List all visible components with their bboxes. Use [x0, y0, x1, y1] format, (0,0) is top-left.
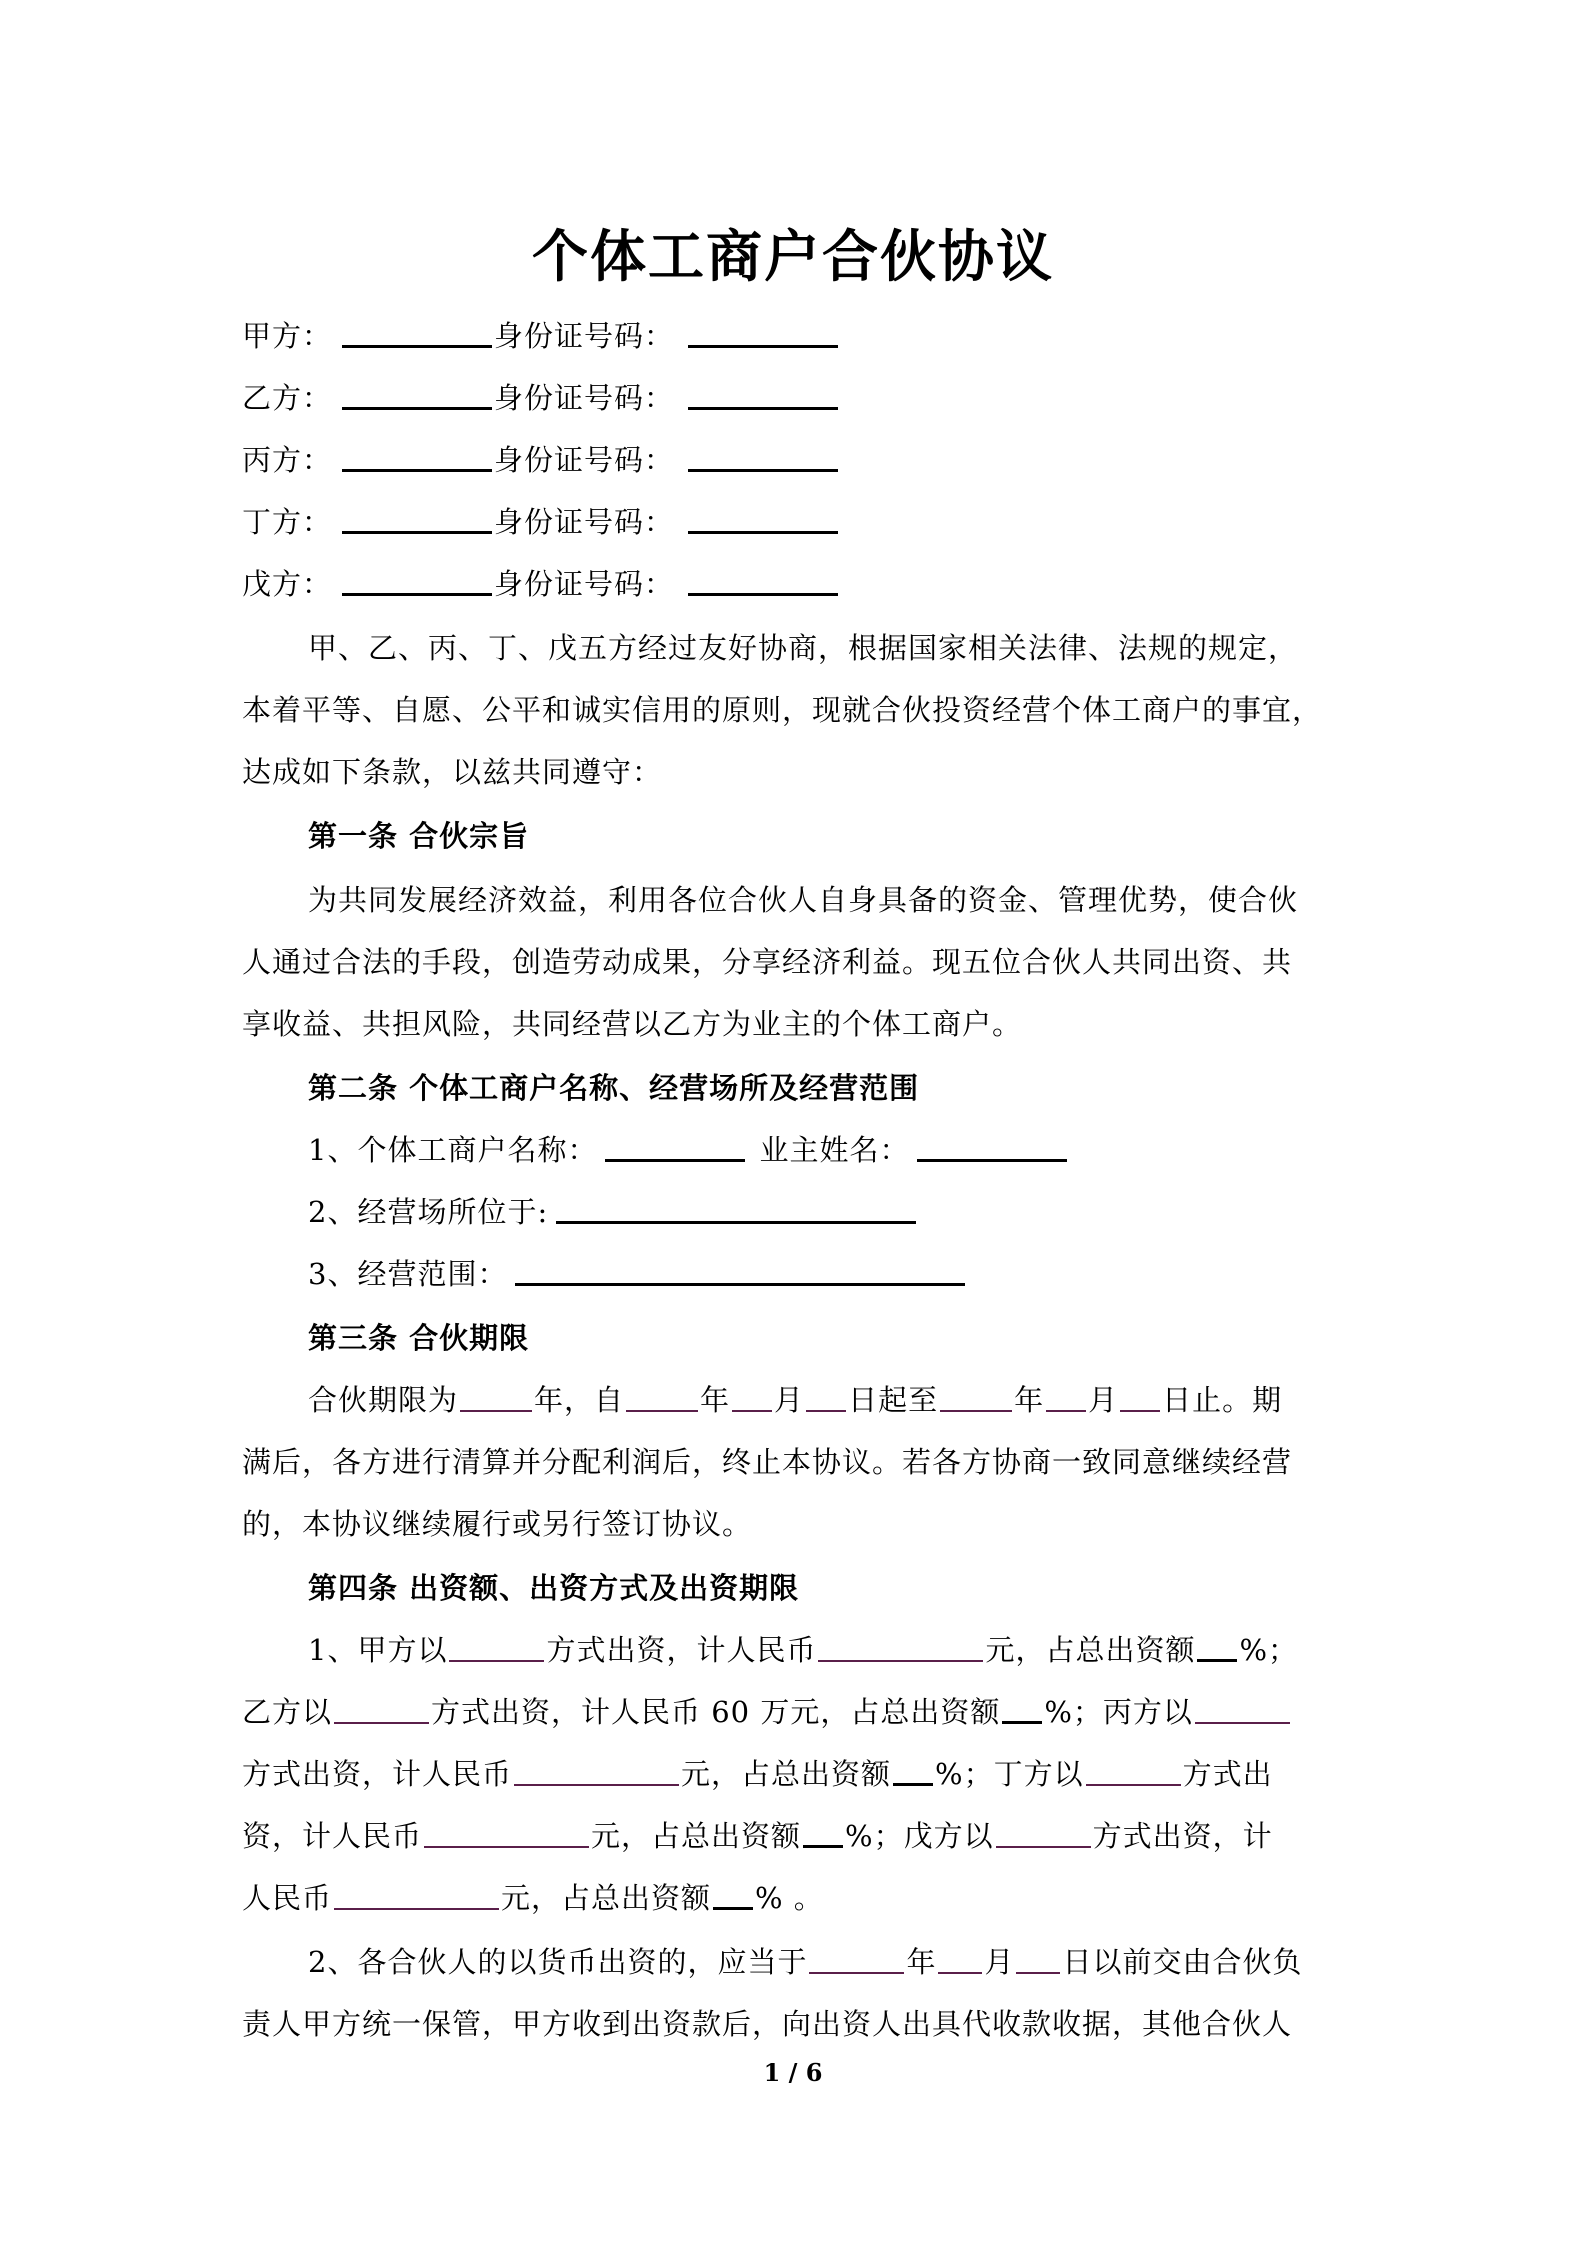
id-number-field[interactable] [688, 344, 838, 348]
term-text: 年 [1014, 1383, 1045, 1417]
id-label: 身份证号码： [494, 567, 675, 601]
payment-text: 日以前交由合伙负 [1062, 1945, 1303, 1979]
id-label: 身份证号码： [494, 381, 675, 415]
party-row-wu [242, 564, 1357, 604]
article-1-heading: 第一条 合伙宗旨 [308, 819, 530, 853]
jia-method-field[interactable] [449, 1659, 544, 1662]
payment-text: 2、各合伙人的以货币出资的，应当于 [308, 1945, 808, 1979]
contribution-row [242, 1630, 1423, 1670]
start-month-field[interactable] [732, 1409, 772, 1412]
contribution-text: % 。 [755, 1881, 824, 1915]
party-name-field[interactable] [342, 468, 492, 472]
contribution-text: 乙方以 [242, 1695, 333, 1729]
payment-day-field[interactable] [1016, 1971, 1060, 1974]
wu-amount-field[interactable] [334, 1907, 499, 1910]
id-label: 身份证号码： [494, 505, 675, 539]
id-label: 身份证号码： [494, 443, 675, 477]
contribution-text: 资，计人民币 [242, 1819, 423, 1853]
jia-percent-field[interactable] [1197, 1658, 1237, 1662]
contribution-row [242, 1754, 1357, 1794]
term-text: 年 [700, 1383, 731, 1417]
term-text: 合伙期限为 [308, 1383, 459, 1417]
start-day-field[interactable] [806, 1409, 846, 1412]
business-scope-label: 3、经营范围： [308, 1257, 508, 1291]
id-number-field[interactable] [688, 592, 838, 596]
term-text: 月 [774, 1383, 805, 1417]
contribution-text: 方式出资，计人民币 [546, 1633, 817, 1667]
ding-amount-field[interactable] [424, 1845, 589, 1848]
contribution-text: 元，占总出资额 [985, 1633, 1196, 1667]
contribution-text: 元，占总出资额 [591, 1819, 802, 1853]
contribution-text: %；丙方以 [1044, 1695, 1193, 1729]
business-scope-field[interactable] [515, 1282, 965, 1286]
contribution-text: %；丁方以 [935, 1757, 1084, 1791]
business-location-label: 2、经营场所位于: [308, 1195, 549, 1229]
article-1-line: 人通过合法的手段，创造劳动成果，分享经济利益。现五位合伙人共同出资、共 [242, 945, 1293, 979]
party-name-field[interactable] [342, 344, 492, 348]
id-number-field[interactable] [688, 530, 838, 534]
payment-month-field[interactable] [938, 1971, 982, 1974]
payment-year-field[interactable] [809, 1971, 904, 1974]
party-name-field[interactable] [342, 530, 492, 534]
contribution-text: 1、甲方以 [308, 1633, 448, 1667]
contribution-row [242, 1692, 1357, 1732]
party-label: 丙方： [242, 443, 333, 477]
term-text: 年，自 [534, 1383, 625, 1417]
wu-method-field[interactable] [996, 1845, 1091, 1848]
id-number-field[interactable] [688, 468, 838, 472]
business-location-row [242, 1192, 1423, 1232]
contribution-row [242, 1816, 1357, 1856]
yi-percent-field[interactable] [1002, 1720, 1042, 1724]
party-label: 戊方： [242, 567, 333, 601]
article-4-heading: 第四条 出资额、出资方式及出资期限 [308, 1571, 800, 1605]
payment-text: 月 [984, 1945, 1015, 1979]
article-3-line: 满后，各方进行清算并分配利润后，终止本协议。若各方协商一致同意继续经营 [242, 1445, 1293, 1479]
business-scope-row [242, 1254, 1423, 1294]
payment-deadline-row [242, 1942, 1423, 1982]
term-text: 日起至 [848, 1383, 939, 1417]
article-2-heading: 第二条 个体工商户名称、经营场所及经营范围 [308, 1071, 920, 1105]
id-number-field[interactable] [688, 406, 838, 410]
party-name-field[interactable] [342, 592, 492, 596]
contribution-text: 元，占总出资额 [681, 1757, 892, 1791]
contribution-text: 元，占总出资额 [501, 1881, 712, 1915]
bing-amount-field[interactable] [514, 1783, 679, 1786]
contribution-text: 方式出资，计人民币 60 万元，占总出资额 [431, 1695, 1001, 1729]
article-1-line: 享收益、共担风险，共同经营以乙方为业主的个体工商户。 [242, 1007, 1023, 1041]
yi-method-field[interactable] [334, 1721, 429, 1724]
party-name-field[interactable] [342, 406, 492, 410]
id-label: 身份证号码： [494, 319, 675, 353]
contribution-text: 人民币 [242, 1881, 333, 1915]
bing-method-field[interactable] [1195, 1721, 1290, 1724]
article-3-line: 的，本协议继续履行或另行签订协议。 [242, 1507, 753, 1541]
preamble-line: 本着平等、自愿、公平和诚实信用的原则，现就合伙投资经营个体工商户的事宜， [242, 693, 1323, 727]
bing-percent-field[interactable] [893, 1782, 933, 1786]
business-name-label: 1、个体工商户名称： [308, 1133, 598, 1167]
article-1-line: 为共同发展经济效益，利用各位合伙人自身具备的资金、管理优势，使合伙 [308, 883, 1299, 917]
payment-line: 责人甲方统一保管，甲方收到出资款后，向出资人出具代收款收据，其他合伙人 [242, 2007, 1293, 2041]
party-label: 丁方： [242, 505, 333, 539]
party-row-ding [242, 502, 1357, 542]
party-row-bing [242, 440, 1357, 480]
term-text: 日止。期 [1162, 1383, 1283, 1417]
business-name-field[interactable] [605, 1158, 745, 1162]
contribution-text: 方式出 [1182, 1757, 1273, 1791]
end-year-field[interactable] [940, 1409, 1012, 1412]
owner-name-field[interactable] [917, 1158, 1067, 1162]
end-month-field[interactable] [1046, 1409, 1086, 1412]
article-3-heading: 第三条 合伙期限 [308, 1321, 530, 1355]
preamble-line: 甲、乙、丙、丁、戊五方经过友好协商，根据国家相关法律、法规的规定， [308, 631, 1299, 665]
jia-amount-field[interactable] [818, 1659, 983, 1662]
business-location-field[interactable] [556, 1220, 916, 1224]
contribution-text: 方式出资，计人民币 [242, 1757, 513, 1791]
term-row [242, 1380, 1423, 1420]
preamble-line: 达成如下条款，以兹共同遵守： [242, 755, 663, 789]
page-number: 1 / 6 [763, 2058, 823, 2087]
party-label: 甲方： [242, 319, 333, 353]
contribution-text: %； [1239, 1633, 1299, 1667]
party-label: 乙方： [242, 381, 333, 415]
business-name-row [242, 1130, 1423, 1170]
term-years-field[interactable] [460, 1409, 532, 1412]
contribution-text: 方式出资，计 [1092, 1819, 1273, 1853]
party-row-jia [242, 316, 1357, 356]
owner-name-label: 业主姓名： [759, 1133, 910, 1167]
wu-percent-field[interactable] [713, 1906, 753, 1910]
document-title: 个体工商户合伙协议 [532, 225, 1054, 290]
party-row-yi [242, 378, 1357, 418]
contribution-row [242, 1878, 1357, 1918]
end-day-field[interactable] [1120, 1409, 1160, 1412]
ding-percent-field[interactable] [803, 1844, 843, 1848]
contribution-text: %；戊方以 [845, 1819, 994, 1853]
start-year-field[interactable] [626, 1409, 698, 1412]
payment-text: 年 [906, 1945, 937, 1979]
ding-method-field[interactable] [1086, 1783, 1181, 1786]
term-text: 月 [1088, 1383, 1119, 1417]
